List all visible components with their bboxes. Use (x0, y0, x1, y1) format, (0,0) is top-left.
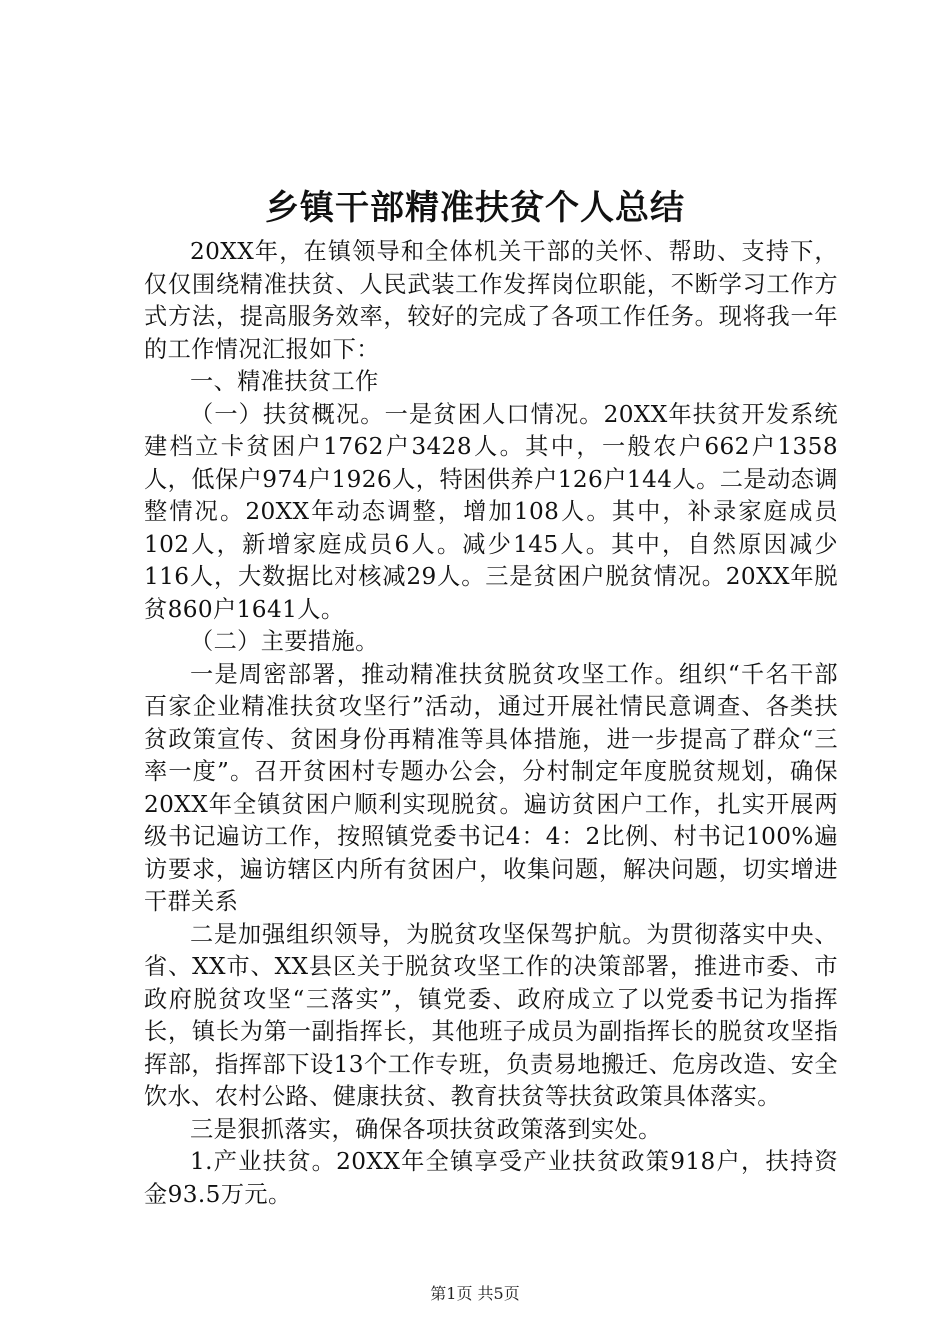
document-title: 乡镇干部精准扶贫个人总结 (265, 188, 685, 228)
paragraph-industry-poverty: 1.产业扶贫。20XX年全镇享受产业扶贫政策918户，扶持资金93.5万元。 (144, 1148, 838, 1208)
paragraph-measure-two: 二是加强组织领导，为脱贫攻坚保驾护航。为贯彻落实中央、省、XX市、XX县区关于脱贫攻坚工作的决策部署，推进市委、市政府脱贫攻坚“三落实”，镇党委、政府成立了以党委书记为指挥长，镇长为第一副指挥长，其他班子成员为副指挥长的脱贫攻坚指挥部，指挥部下设13个工作专班，负责易地搬迁、危房改造、安全饮水、农村公路、健康扶贫、教育扶贫等扶贫政策具体落实。 (144, 920, 838, 1110)
paragraph-overview: （一）扶贫概况。一是贫困人口情况。20XX年扶贫开发系统建档立卡贫困户1762户3428人。其中，一般农户662户1358人，低保户974户1926人，特困供养户126户144人。二是动态调整情况。20XX年动态调整，增加108人。其中，补录家庭成员102人，新增家庭成员6人。减少145人。其中，自然原因减少116人，大数据比对核减29人。三是贫困户脱贫情况。20XX年脱贫860户1641人。 (144, 400, 838, 623)
paragraph-intro: 20XX年，在镇领导和全体机关干部的关怀、帮助、支持下，仅仅围绕精准扶贫、人民武装工作发挥岗位职能，不断学习工作方式方法，提高服务效率，较好的完成了各项工作任务。现将我一年的工作情况汇报如下： (144, 238, 838, 363)
document-body (144, 236, 838, 1211)
section-heading-poverty-alleviation: 一、精准扶贫工作 (190, 368, 379, 395)
subheading-main-measures: （二）主要措施。 (190, 628, 379, 655)
paragraph-measure-three: 三是狠抓落实，确保各项扶贫政策落到实处。 (190, 1115, 662, 1143)
paragraph-measure-one: 一是周密部署，推动精准扶贫脱贫攻坚工作。组织“千名干部百家企业精准扶贫攻坚行”活动，通过开展社情民意调查、各类扶贫政策宣传、贫困身份再精准等具体措施，进一步提高了群众“三率一度”。召开贫困村专题办公会，分村制定年度脱贫规划，确保20XX年全镇贫困户顺利实现脱贫。遍访贫困户工作，扎实开展两级书记遍访工作，按照镇党委书记4：4：2比例、村书记100%遍访要求，遍访辖区内所有贫困户，收集问题，解决问题，切实增进干群关系 (144, 660, 838, 915)
page-footer: 第1页 共5页 (430, 1284, 520, 1303)
